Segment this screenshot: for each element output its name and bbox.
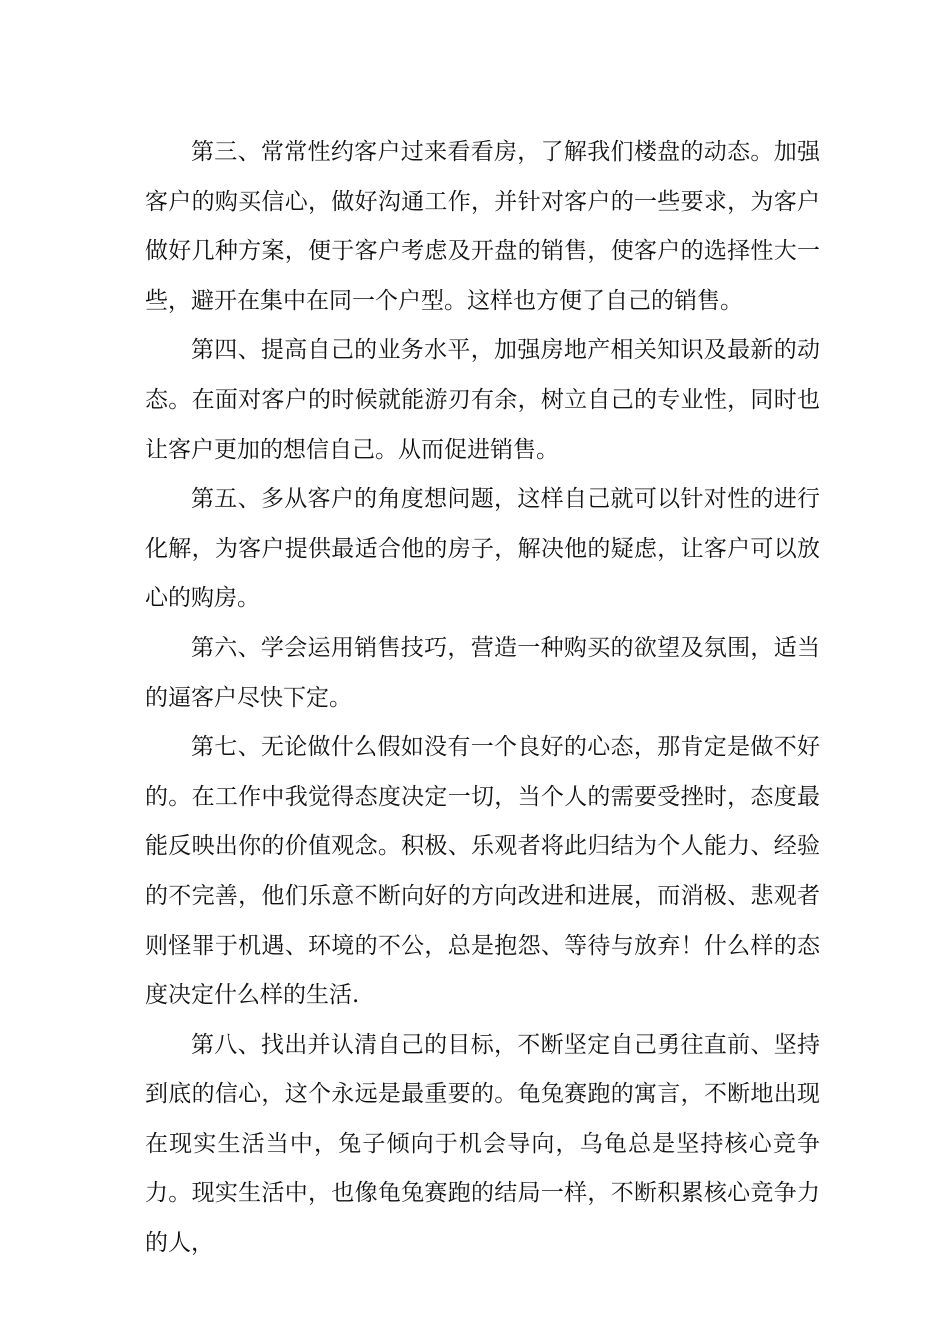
paragraph-8: 第八、找出并认清自己的目标，不断坚定自己勇往直前、坚持到底的信心，这个永远是最重要的。龟兔赛跑的寓言，不断地出现在现实生活当中，兔子倾向于机会导向，乌龟总是坚持核心竞争力。现实生活中，也像龟兔赛跑的结局一样，不断积累核心竞争力的人， xyxy=(145,1031,820,1257)
document-body xyxy=(145,128,820,1269)
paragraph-7: 第七、无论做什么假如没有一个良好的心态，那肯定是做不好的。在工作中我觉得态度决定一切，当个人的需要受挫时，态度最能反映出你的价值观念。积极、乐观者将此归结为个人能力、经验的不完善，他们乐意不断向好的方向改进和进展，而消极、悲观者则怪罪于机遇、环境的不公，总是抱怨、等待与放弃！什么样的态度决定什么样的生活. xyxy=(145,734,820,1009)
paragraph-3: 第三、常常性约客户过来看看房，了解我们楼盘的动态。加强客户的购买信心，做好沟通工作，并针对客户的一些要求，为客户做好几种方案，便于客户考虑及开盘的销售，使客户的选择性大一些，避开在集中在同一个户型。这样也方便了自己的销售。 xyxy=(145,139,820,314)
paragraph-4: 第四、提高自己的业务水平，加强房地产相关知识及最新的动态。在面对客户的时候就能游刃有余，树立自己的专业性，同时也让客户更加的想信自己。从而促进销售。 xyxy=(145,337,820,463)
paragraph-5: 第五、多从客户的角度想问题，这样自己就可以针对性的进行化解，为客户提供最适合他的房子，解决他的疑虑，让客户可以放心的购房。 xyxy=(145,486,820,612)
paragraph-6: 第六、学会运用销售技巧，营造一种购买的欲望及氛围，适当的逼客户尽快下定。 xyxy=(145,634,820,711)
